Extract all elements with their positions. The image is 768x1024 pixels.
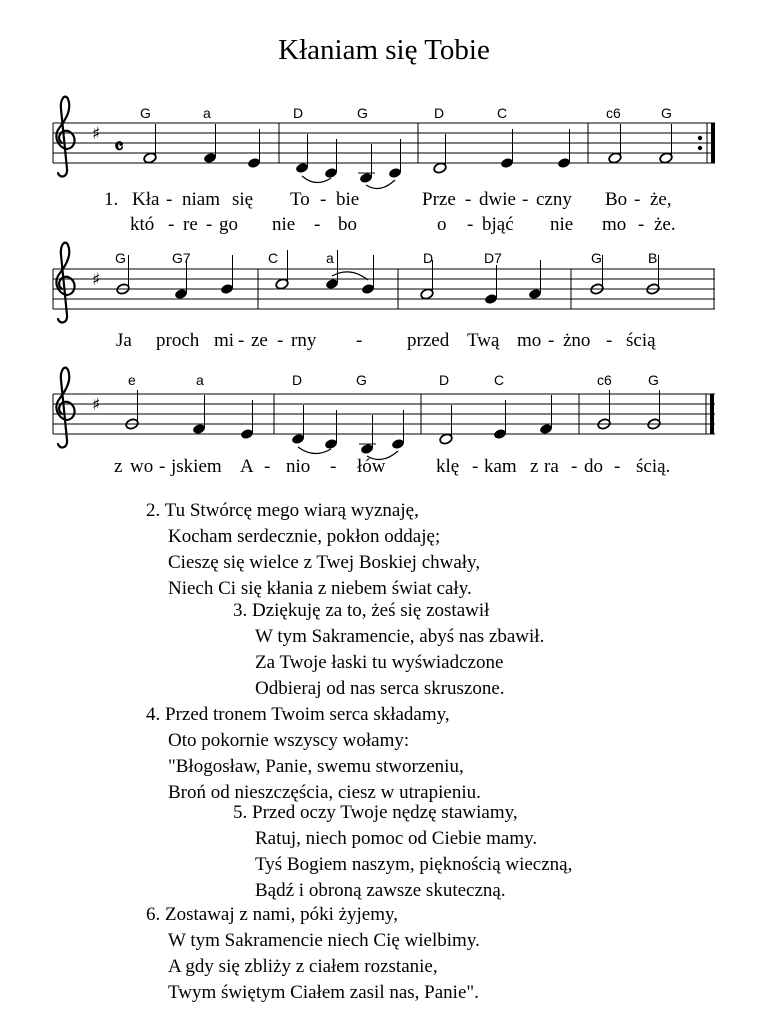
verse-5	[233, 800, 572, 904]
lyric-syllable: do	[584, 456, 603, 477]
chord-symbol: D7	[484, 250, 502, 266]
notes-1	[143, 124, 673, 189]
lyric-hyphen: -	[356, 330, 363, 351]
lyric-syllable: mo	[602, 214, 627, 235]
verse-line: W tym Sakramencie niech Cię wielbimy.	[168, 930, 480, 951]
lyric-hyphen: -	[314, 214, 321, 235]
lyric-syllable: czny	[536, 189, 572, 210]
treble-clef-icon	[56, 368, 74, 448]
verse-line: Za Twoje łaski tu wyświadczone	[255, 652, 504, 673]
lyric-syllable: kam	[484, 456, 517, 477]
verse-number: 2.	[146, 500, 161, 521]
verse-line: Niech Ci się kłania z niebem świat cały.	[168, 578, 472, 599]
lyric-hyphen: -	[606, 330, 613, 351]
chord-symbol: C	[268, 250, 279, 266]
chord-symbol: D	[439, 372, 450, 388]
verse-line: Oto pokornie wszyscy wołamy:	[168, 730, 410, 751]
verse-line: Tyś Bogiem naszym, pięknością wieczną,	[255, 854, 573, 875]
lyric-syllable: ścią.	[636, 456, 671, 477]
chord-symbol: D	[434, 105, 445, 121]
verse-line: A gdy się zbliży z ciałem rozstanie,	[168, 956, 438, 977]
lyric-syllable: któ	[130, 214, 155, 235]
verse-4	[146, 702, 481, 806]
lyric-syllable: że,	[650, 189, 672, 210]
verse-line: Twym świętym Ciałem zasil nas, Panie".	[168, 982, 479, 1003]
verse-2	[146, 498, 480, 602]
lyric-syllable: wo	[130, 456, 154, 477]
lyric-hyphen: -	[465, 189, 472, 210]
lyric-syllable: go	[219, 214, 238, 235]
chord-symbols-2	[115, 250, 657, 266]
staff-system-1	[53, 97, 715, 235]
lyric-syllable: jskiem	[171, 456, 222, 477]
lyric-syllable: ra	[544, 456, 559, 477]
verse-line: Bądź i obroną zawsze skuteczną.	[255, 880, 506, 901]
repeat-dot-icon	[698, 146, 702, 150]
lyric-syllable: o	[437, 214, 447, 235]
verse-line: Przed oczy Twoje nędzę stawiamy,	[252, 802, 518, 823]
lyric-syllable: bo	[338, 214, 357, 235]
lyric-hyphen: -	[166, 189, 173, 210]
treble-clef-icon	[56, 97, 74, 177]
lyric-hyphen: -	[548, 330, 555, 351]
lyric-hyphen: -	[634, 189, 641, 210]
lyric-syllable: mi	[214, 330, 235, 351]
treble-clef-icon	[56, 243, 74, 323]
lyric-syllable: Kła	[132, 189, 160, 210]
chord-symbol: G	[356, 372, 367, 388]
verse-line: Broń od nieszczęścia, ciesz w utrapieniu.	[168, 782, 481, 803]
verse-line: Kocham serdecznie, pokłon oddaję;	[168, 526, 441, 547]
lyric-syllable: dwie	[479, 189, 516, 210]
staff-system-3	[53, 368, 715, 477]
lyric-syllable: nie	[272, 214, 296, 235]
lyric-syllable: proch	[156, 330, 200, 351]
repeat-dot-icon	[698, 136, 702, 140]
lyric-syllable: To	[290, 189, 310, 210]
lyric-syllable: żno	[563, 330, 591, 351]
chord-symbol: D	[292, 372, 303, 388]
verse-line: W tym Sakramencie, abyś nas zbawił.	[255, 626, 545, 647]
staff-lines-3	[53, 394, 715, 434]
lyric-hyphen: -	[159, 456, 166, 477]
lyric-syllable: nie	[550, 214, 574, 235]
lyric-hyphen: -	[277, 330, 284, 351]
verse-number: 6.	[146, 904, 161, 925]
chord-symbol: G	[591, 250, 602, 266]
verse-number: 1.	[104, 189, 119, 210]
key-signature-sharp-icon: ♯	[92, 395, 101, 415]
chord-symbol: e	[128, 372, 136, 388]
chord-symbol: B	[648, 250, 658, 266]
verse-line: Cieszę się wielce z Twej Boskiej chwały,	[168, 552, 481, 573]
lyric-syllable: z	[530, 456, 539, 477]
chord-symbol: G	[648, 372, 659, 388]
lyrics-line-1b	[130, 214, 676, 235]
lyric-syllable: Prze	[422, 189, 456, 210]
chord-symbol: G	[140, 105, 151, 121]
chord-symbol: c6	[597, 372, 612, 388]
lyric-hyphen: -	[571, 456, 578, 477]
lyric-syllable: z	[114, 456, 123, 477]
lyric-syllable: bjąć	[482, 214, 514, 235]
lyric-syllable: się	[232, 189, 254, 210]
common-time-icon: 𝄴	[114, 134, 124, 159]
verse-line: Dziękuję za to, żeś się zostawił	[252, 600, 490, 621]
lyric-syllable: klę	[436, 456, 460, 477]
staff-system-2	[53, 243, 715, 351]
verse-3	[233, 598, 544, 702]
chord-symbol: G7	[172, 250, 191, 266]
chord-symbol: D	[293, 105, 304, 121]
chord-symbols-1	[140, 105, 672, 121]
chord-symbol: a	[326, 250, 334, 266]
key-signature-sharp-icon: ♯	[92, 124, 101, 144]
staff-lines-1	[53, 123, 715, 163]
verse-number: 4.	[146, 704, 161, 725]
chord-symbol: C	[494, 372, 505, 388]
chord-symbol: a	[203, 105, 211, 121]
lyric-hyphen: -	[320, 189, 327, 210]
chord-symbol: G	[357, 105, 368, 121]
lyric-hyphen: -	[206, 214, 213, 235]
lyric-hyphen: -	[264, 456, 271, 477]
lyrics-line-1a	[104, 189, 672, 210]
lyric-syllable: re	[183, 214, 198, 235]
lyric-hyphen: -	[330, 456, 337, 477]
song-title: Kłaniam się Tobie	[278, 34, 490, 66]
verse-line: Ratuj, niech pomoc od Ciebie mamy.	[255, 828, 538, 849]
lyric-hyphen: -	[614, 456, 621, 477]
verse-line: "Błogosław, Panie, swemu stworzeniu,	[168, 756, 464, 777]
lyric-syllable: ścią	[626, 330, 656, 351]
lyric-syllable: rny	[291, 330, 317, 351]
key-signature-sharp-icon: ♯	[92, 270, 101, 290]
lyrics-line-2	[116, 330, 656, 351]
chord-symbol: c6	[606, 105, 621, 121]
lyric-syllable: mo	[517, 330, 542, 351]
verse-line: Tu Stwórcę mego wiarą wyznaję,	[164, 500, 419, 521]
lyric-hyphen: -	[467, 214, 474, 235]
verse-number: 5.	[233, 802, 248, 823]
staff-lines-2	[53, 269, 715, 309]
lyric-hyphen: -	[238, 330, 245, 351]
verse-line: Odbieraj od nas serca skruszone.	[255, 678, 505, 699]
music-score	[0, 0, 768, 490]
chord-symbol: a	[196, 372, 204, 388]
lyric-syllable: A	[240, 456, 254, 477]
notes-3	[125, 390, 661, 460]
chord-symbols-3	[128, 372, 659, 388]
lyric-syllable: Bo	[605, 189, 628, 210]
chord-symbol: G	[661, 105, 672, 121]
lyric-syllable: że.	[654, 214, 676, 235]
verse-number: 3.	[233, 600, 248, 621]
notes-2	[116, 250, 660, 305]
chord-symbol: C	[497, 105, 508, 121]
chord-symbol: D	[423, 250, 434, 266]
lyric-syllable: Ja	[116, 330, 132, 351]
lyric-syllable: łów	[357, 456, 386, 477]
lyric-syllable: nio	[286, 456, 311, 477]
lyric-syllable: ze	[251, 330, 268, 351]
lyric-syllable: Twą	[467, 330, 500, 351]
lyric-hyphen: -	[168, 214, 175, 235]
lyric-syllable: przed	[407, 330, 450, 351]
lyric-hyphen: -	[472, 456, 479, 477]
lyrics-line-3	[114, 456, 670, 477]
verse-line: Zostawaj z nami, póki żyjemy,	[165, 904, 399, 925]
lyric-hyphen: -	[638, 214, 645, 235]
verse-line: Przed tronem Twoim serca składamy,	[165, 704, 450, 725]
lyric-syllable: niam	[182, 189, 220, 210]
lyric-hyphen: -	[522, 189, 529, 210]
verse-6	[146, 902, 480, 1006]
chord-symbol: G	[115, 250, 126, 266]
lyric-syllable: bie	[336, 189, 360, 210]
